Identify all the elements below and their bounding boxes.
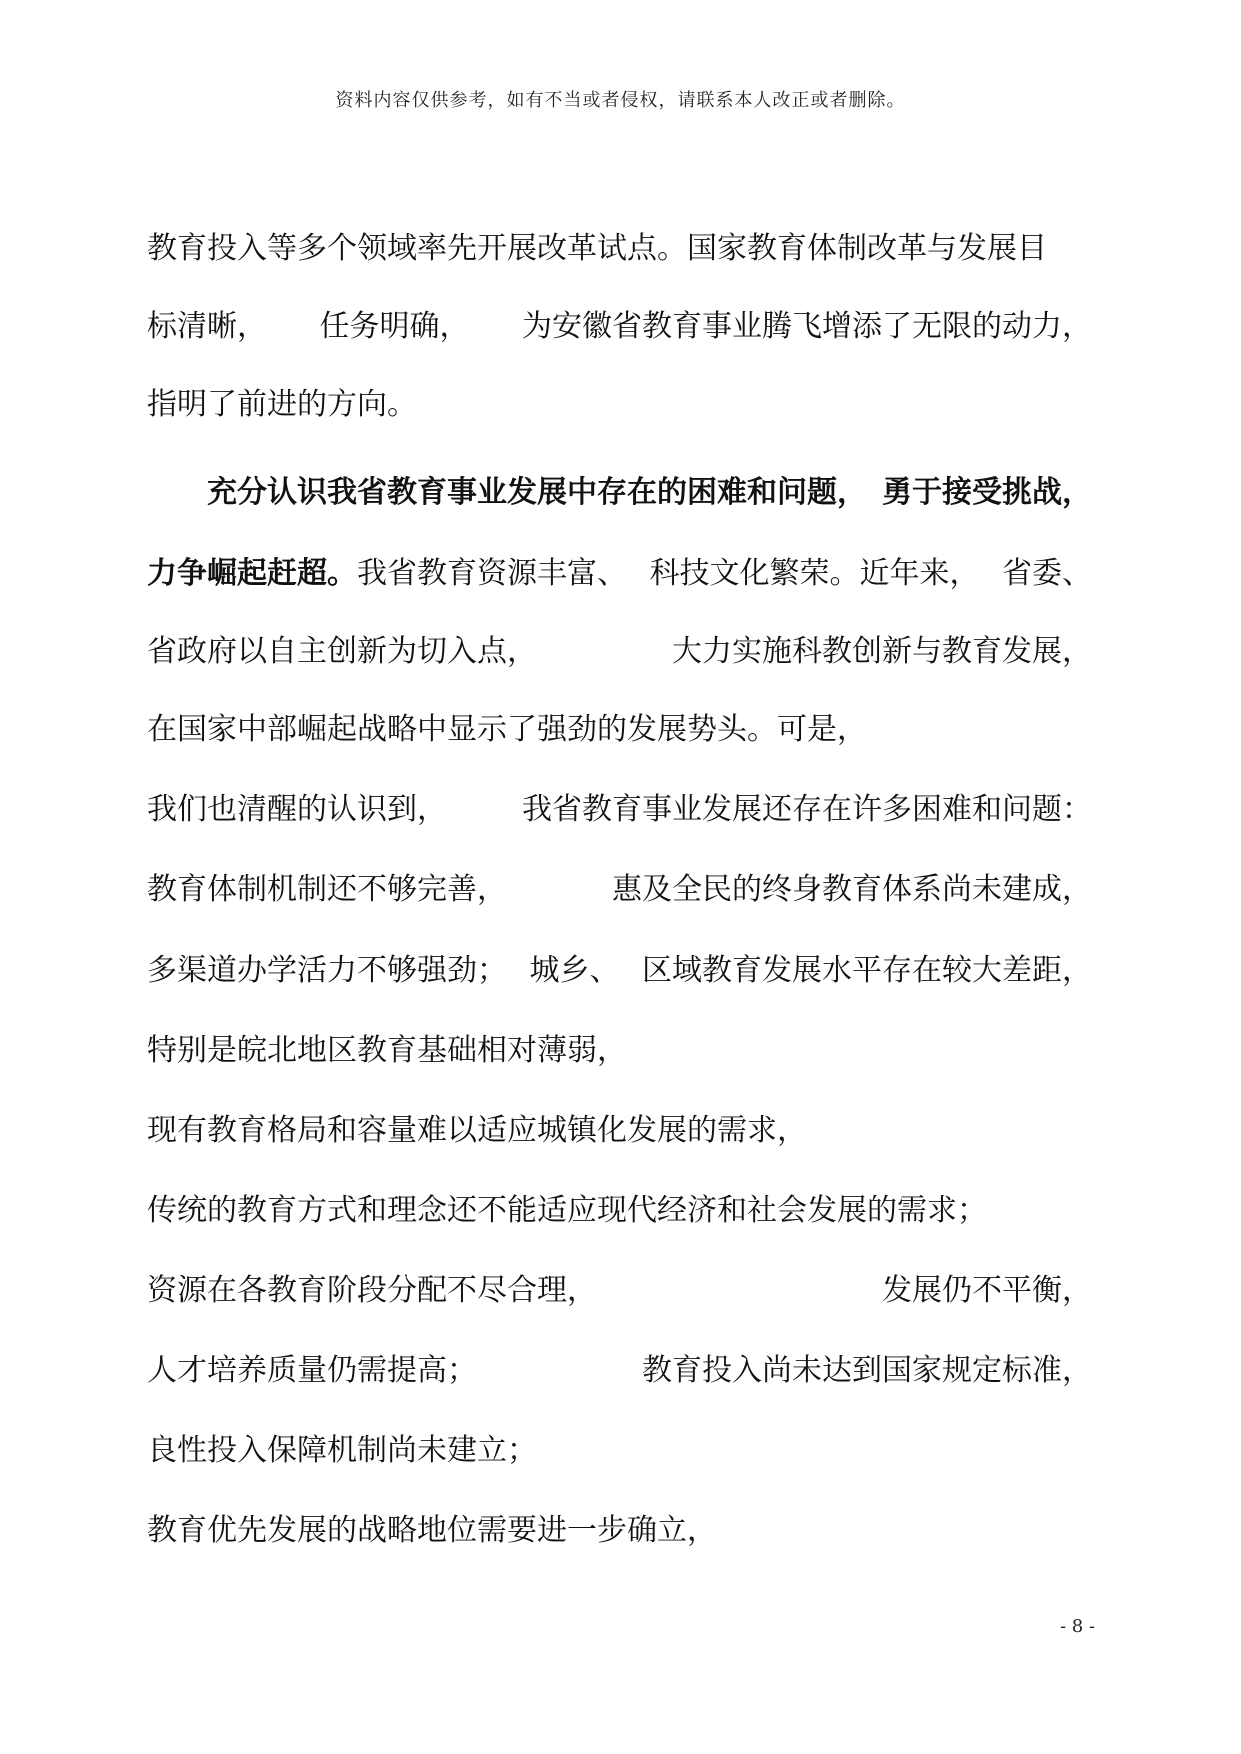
bold-heading-segment: 充分认识我省教育事业发展中存在的困难和问题， — [207, 475, 867, 510]
text-segment: 科技文化繁荣。近年来， — [649, 556, 980, 591]
bold-heading-segment: 勇于接受挑战， — [882, 475, 1092, 510]
text-segment: 我省教育事业发展还存在许多困难和问题： — [522, 792, 1092, 827]
text-line-3 — [147, 380, 1092, 430]
text-segment: 省委、 — [1002, 556, 1092, 591]
text-line-8 — [147, 785, 1092, 835]
text-line-15 — [147, 1346, 1092, 1396]
text-line-17 — [147, 1506, 1092, 1556]
text-segment: 为安徽省教育事业腾飞增添了无限的动力， — [522, 309, 1092, 344]
text-segment: 任务明确， — [319, 309, 470, 344]
text-segment: 我们也清醒的认识到， — [147, 792, 447, 827]
text-segment: 特别是皖北地区教育基础相对薄弱， — [147, 1033, 627, 1068]
text-line-1 — [147, 224, 1092, 274]
text-line-10 — [147, 946, 1092, 996]
text-line-16 — [147, 1426, 1092, 1476]
text-segment: 教育体制机制还不够完善， — [147, 872, 507, 907]
text-segment: 区域教育发展水平存在较大差距， — [642, 953, 1092, 988]
text-segment: 现有教育格局和容量难以适应城镇化发展的需求， — [147, 1113, 807, 1148]
text-segment: 大力实施科教创新与教育发展， — [672, 634, 1092, 669]
text-line-12 — [147, 1106, 1092, 1156]
text-segment: 多渠道办学活力不够强劲； — [147, 953, 507, 988]
text-line-4 — [207, 468, 1092, 518]
text-segment: 城乡、 — [529, 953, 620, 988]
text-line-9 — [147, 865, 1092, 915]
text-line-5 — [147, 549, 1092, 599]
text-segment: 在国家中部崛起战略中显示了强劲的发展势头。可是， — [147, 712, 867, 747]
text-segment: 传统的教育方式和理念还不能适应现代经济和社会发展的需求； — [147, 1193, 987, 1228]
line-group — [147, 549, 627, 599]
text-line-7 — [147, 705, 1092, 755]
text-line-14 — [147, 1266, 1092, 1316]
bold-heading-segment: 力争崛起赶超。 — [147, 556, 357, 591]
text-segment: 惠及全民的终身教育体系尚未建成， — [612, 872, 1092, 907]
text-segment: 教育投入尚未达到国家规定标准， — [642, 1353, 1092, 1388]
text-segment: 教育投入等多个领域率先开展改革试点。国家教育体制改革与发展目 — [147, 231, 1047, 266]
text-line-13 — [147, 1186, 1092, 1236]
text-line-6 — [147, 627, 1092, 677]
text-line-2 — [147, 302, 1092, 352]
text-segment: 省政府以自主创新为切入点， — [147, 634, 537, 669]
text-segment: 教育优先发展的战略地位需要进一步确立， — [147, 1513, 717, 1548]
text-segment: 资源在各教育阶段分配不尽合理， — [147, 1273, 597, 1308]
header-disclaimer: 资料内容仅供参考，如有不当或者侵权，请联系本人改正或者删除。 — [335, 90, 906, 111]
text-line-11 — [147, 1026, 1092, 1076]
text-segment: 我省教育资源丰富、 — [357, 556, 627, 591]
text-segment: 标清晰， — [147, 309, 267, 344]
text-segment: 人才培养质量仍需提高； — [147, 1353, 477, 1388]
text-segment: 发展仍不平衡， — [882, 1273, 1092, 1308]
page-number: - 8 - — [1060, 1616, 1096, 1637]
text-segment: 指明了前进的方向。 — [147, 387, 417, 422]
text-segment: 良性投入保障机制尚未建立； — [147, 1433, 537, 1468]
